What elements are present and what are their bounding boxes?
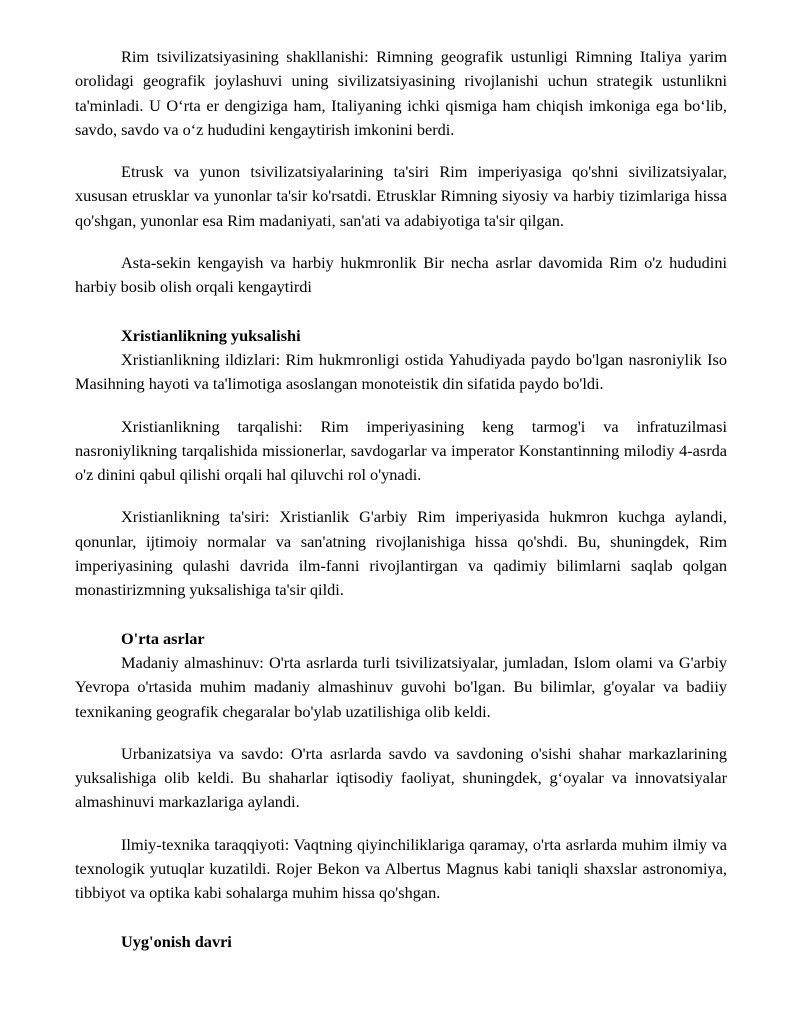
paragraph: Xristianlikning ildizlari: Rim hukmronligi ostida Yahudiyada paydo bo'lgan nasroniylik Iso Masihning hayoti va ta'limotiga asoslangan monoteistik din sifatida paydo bo'ldi. — [75, 349, 727, 394]
document-body — [75, 45, 727, 954]
paragraph: Madaniy almashinuv: O'rta asrlarda turli tsivilizatsiyalar, jumladan, Islom olami va G'arbiy Yevropa o'rtasida muhim madaniy almashinuv guvohi bo'lgan. Bu bilimlar, g'oyalar va badiiy texnikaning geografik chegaralar bo'ylab uzatilishiga olib keldi. — [75, 652, 727, 721]
paragraph: Xristianlikning ta'siri: Xristianlik G'arbiy Rim imperiyasida hukmron kuchga aylandi, qonunlar, ijtimoiy normalar va san'atning rivojlanishiga hissa qo'shdi. Bu, shuningdek, Rim imperiyasining qulashi davrida ilm-fanni rivojlantirgan va qadimiy bilimlarni saqlab qolgan monastirizmning yuksalishiga ta'sir qildi. — [75, 507, 727, 600]
paragraph: Etrusk va yunon tsivilizatsiyalarining ta'siri Rim imperiyasiga qo'shni sivilizatsiyalar, xususan etrusklar va yunonlar ta'sir ko'rsatdi. Etrusklar Rimning siyosiy va harbiy tizimlariga hissa qo'shgan, yunonlar esa Rim madaniyati, san'ati va adabiyotiga ta'sir qilgan. — [75, 162, 727, 230]
paragraph: Ilmiy-texnika taraqqiyoti: Vaqtning qiyinchiliklariga qaramay, o'rta asrlarda muhim ilmiy va texnologik yutuqlar kuzatildi. Rojer Bekon va Albertus Magnus kabi taniqli shaxslar astronomiya, tibbiyot va optika kabi sohalarga muhim hissa qo'shgan. — [75, 834, 727, 903]
section-heading-renaissance: Uyg'onish davri — [121, 931, 232, 951]
paragraph: Xristianlikning tarqalishi: Rim imperiyasining keng tarmog'i va infratuzilmasi nasroniylikning tarqalishida missionerlar, savdogarlar va imperator Konstantinning milodiy 4-asrda o'z dinini qabul qilishi orqali hal qiluvchi rol o'ynadi. — [75, 416, 727, 485]
section-heading-middle-ages: O'rta asrlar — [121, 628, 205, 648]
paragraph: Urbanizatsiya va savdo: O'rta asrlarda savdo va savdoning o'sishi shahar markazlarining yuksalishiga olib keldi. Bu shaharlar iqtisodiy faoliyat, shuningdek, g‘oyalar va innovatsiyalar almashinuvi markazlariga aylandi. — [75, 743, 727, 812]
paragraph: Rim tsivilizatsiyasining shakllanishi: Rimning geografik ustunligi Rimning Italiya yarim orolidagi geografik joylashuvi uning sivilizatsiyasining rivojlanishi uchun strategik ustunlikni ta'minladi. U O‘rta er dengiziga ham, Italiyaning ichki qismiga ham chiqish imkoniga ega bo‘lib, savdo, savdo va o‘z hududini kengaytirish imkonini berdi. — [75, 47, 727, 139]
paragraph: Asta-sekin kengayish va harbiy hukmronlik Bir necha asrlar davomida Rim o'z hududini harbiy bosib olish orqali kengaytirdi — [75, 253, 727, 297]
section-heading-christianity: Xristianlikning yuksalishi — [121, 325, 301, 345]
